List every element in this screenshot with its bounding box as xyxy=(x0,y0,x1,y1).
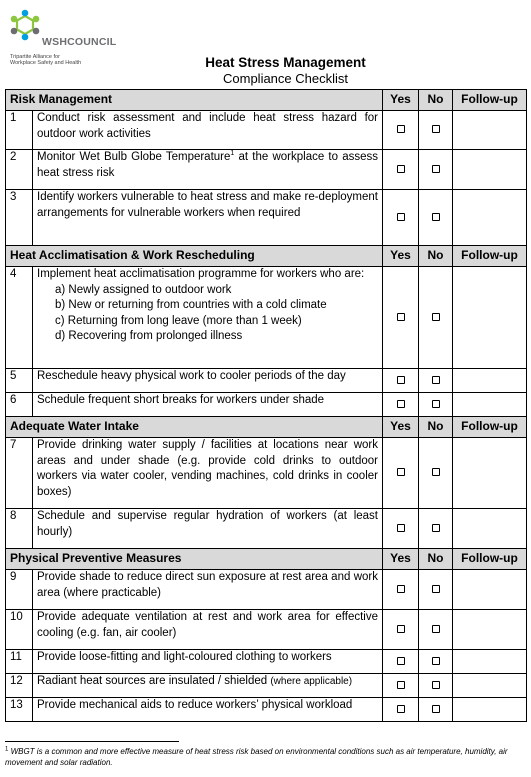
follow-up-cell[interactable] xyxy=(453,650,527,674)
yes-checkbox[interactable] xyxy=(397,165,405,173)
item-number: 2 xyxy=(6,150,33,190)
item-number: 10 xyxy=(6,610,33,650)
section-heading: Adequate Water Intake xyxy=(6,417,383,438)
council-emblem-icon xyxy=(8,8,42,48)
checklist-row xyxy=(6,698,527,722)
checklist-row xyxy=(6,369,527,393)
follow-up-cell[interactable] xyxy=(453,267,527,369)
item-number: 3 xyxy=(6,190,33,246)
no-checkbox[interactable] xyxy=(432,585,440,593)
no-checkbox[interactable] xyxy=(432,376,440,384)
follow-up-cell[interactable] xyxy=(453,150,527,190)
no-checkbox[interactable] xyxy=(432,705,440,713)
checklist-row xyxy=(6,570,527,610)
column-yes-header: Yes xyxy=(383,90,419,111)
yes-checkbox[interactable] xyxy=(397,585,405,593)
item-number: 6 xyxy=(6,393,33,417)
item-number: 11 xyxy=(6,650,33,674)
item-text: Identify workers vulnerable to heat stress and make re-deployment arrangements for vulnerable workers when required xyxy=(33,190,383,246)
checklist-row xyxy=(6,650,527,674)
sub-item: b) New or returning from countries with a cold climate xyxy=(55,299,327,311)
follow-up-cell[interactable] xyxy=(453,509,527,549)
follow-up-cell[interactable] xyxy=(453,674,527,698)
follow-up-cell[interactable] xyxy=(453,438,527,509)
item-text: Monitor Wet Bulb Globe Temperature$^1$ at the workplace to assess heat stress risk xyxy=(33,150,383,190)
section-heading: Heat Acclimatisation & Work Rescheduling xyxy=(6,246,383,267)
yes-checkbox[interactable] xyxy=(397,468,405,476)
item-text: Provide drinking water supply / facilities at locations near work areas and under shade (e.g. provide cold drinks to outdoor workers via water cooler, vending machines, cold drinks in cooler boxes) xyxy=(33,438,383,509)
yes-checkbox[interactable] xyxy=(397,681,405,689)
section-heading: Physical Preventive Measures xyxy=(6,549,383,570)
no-checkbox[interactable] xyxy=(432,165,440,173)
item-number: 9 xyxy=(6,570,33,610)
yes-checkbox[interactable] xyxy=(397,313,405,321)
no-checkbox[interactable] xyxy=(432,524,440,532)
column-yes-header: Yes xyxy=(383,417,419,438)
column-no-header: No xyxy=(419,549,453,570)
section-header-water-intake xyxy=(6,417,527,438)
item-number: 1 xyxy=(6,111,33,150)
compliance-checklist-table xyxy=(5,89,527,722)
checklist-row xyxy=(6,111,527,150)
no-checkbox[interactable] xyxy=(432,657,440,665)
footnote-divider xyxy=(5,741,179,742)
no-checkbox[interactable] xyxy=(432,681,440,689)
section-header-physical-measures xyxy=(6,549,527,570)
no-checkbox[interactable] xyxy=(432,625,440,633)
yes-checkbox[interactable] xyxy=(397,376,405,384)
document-subtitle: Compliance Checklist xyxy=(223,71,348,86)
item-number: 7 xyxy=(6,438,33,509)
yes-checkbox[interactable] xyxy=(397,524,405,532)
follow-up-cell[interactable] xyxy=(453,111,527,150)
item-text: Conduct risk assessment and include heat stress hazard for outdoor work activities xyxy=(33,111,383,150)
column-follow-up-header: Follow-up xyxy=(453,417,527,438)
column-no-header: No xyxy=(419,90,453,111)
item-number: 13 xyxy=(6,698,33,722)
checklist-row xyxy=(6,509,527,549)
follow-up-cell[interactable] xyxy=(453,393,527,417)
follow-up-cell[interactable] xyxy=(453,570,527,610)
follow-up-cell[interactable] xyxy=(453,698,527,722)
item-text: Radiant heat sources are insulated / shielded (where applicable) xyxy=(33,674,383,698)
column-yes-header: Yes xyxy=(383,246,419,267)
column-no-header: No xyxy=(419,417,453,438)
checklist-row xyxy=(6,438,527,509)
item-text: Provide adequate ventilation at rest and work area for effective cooling (e.g. fan, air cooler) xyxy=(33,610,383,650)
item-text: Implement heat acclimatisation programme for workers who are: a) Newly assigned to outdoor work b) New or returning from countries with a cold climate c) Returning from long leave (more than 1 week) d) Recovering from prolonged illness xyxy=(33,267,383,369)
item-number: 12 xyxy=(6,674,33,698)
item-text: Schedule frequent short breaks for workers under shade xyxy=(33,393,383,417)
yes-checkbox[interactable] xyxy=(397,625,405,633)
column-follow-up-header: Follow-up xyxy=(453,90,527,111)
item-text: Schedule and supervise regular hydration of workers (at least hourly) xyxy=(33,509,383,549)
no-checkbox[interactable] xyxy=(432,468,440,476)
item-number: 5 xyxy=(6,369,33,393)
section-heading: Risk Management xyxy=(6,90,383,111)
checklist-row xyxy=(6,674,527,698)
no-checkbox[interactable] xyxy=(432,213,440,221)
follow-up-cell[interactable] xyxy=(453,190,527,246)
section-header-risk-management xyxy=(6,90,527,111)
column-no-header: No xyxy=(419,246,453,267)
section-header-heat-acclimatisation xyxy=(6,246,527,267)
sub-item: a) Newly assigned to outdoor work xyxy=(55,283,232,296)
column-yes-header: Yes xyxy=(383,549,419,570)
column-follow-up-header: Follow-up xyxy=(453,246,527,267)
follow-up-cell[interactable] xyxy=(453,369,527,393)
column-follow-up-header: Follow-up xyxy=(453,549,527,570)
no-checkbox[interactable] xyxy=(432,400,440,408)
checklist-row xyxy=(6,393,527,417)
item-text: Provide shade to reduce direct sun exposure at rest area and work area (where practicable) xyxy=(33,570,383,610)
item-text: Provide mechanical aids to reduce workers’ physical workload xyxy=(33,698,383,722)
follow-up-cell[interactable] xyxy=(453,610,527,650)
checklist-row xyxy=(6,610,527,650)
logo-wordmark: WSHCOUNCIL xyxy=(42,36,117,48)
yes-checkbox[interactable] xyxy=(397,705,405,713)
document-title: Heat Stress Management xyxy=(205,55,366,70)
sub-item: c) Returning from long leave (more than 1 week) xyxy=(55,314,302,327)
sub-item: d) Recovering from prolonged illness xyxy=(55,330,243,342)
footnote: $^1$ WBGT is a common and more effective measure of heat stress risk based on environmental conditions such as air temperature, humidity, air movement and solar radiation. xyxy=(5,746,508,767)
yes-checkbox[interactable] xyxy=(397,213,405,221)
item-text: Reschedule heavy physical work to cooler periods of the day xyxy=(33,369,383,393)
no-checkbox[interactable] xyxy=(432,313,440,321)
yes-checkbox[interactable] xyxy=(397,125,405,133)
checklist-row xyxy=(6,150,527,190)
no-checkbox[interactable] xyxy=(432,125,440,133)
footnote-ref: 1 xyxy=(230,150,235,158)
yes-checkbox[interactable] xyxy=(397,400,405,408)
checklist-row xyxy=(6,190,527,246)
sub-item-list xyxy=(55,283,378,345)
checklist-row xyxy=(6,267,527,369)
item-text: Provide loose-fitting and light-coloured clothing to workers xyxy=(33,650,383,674)
yes-checkbox[interactable] xyxy=(397,657,405,665)
item-number: 8 xyxy=(6,509,33,549)
logo-tagline: Tripartite Alliance for Workplace Safety and Health xyxy=(10,54,82,66)
item-number: 4 xyxy=(6,267,33,369)
